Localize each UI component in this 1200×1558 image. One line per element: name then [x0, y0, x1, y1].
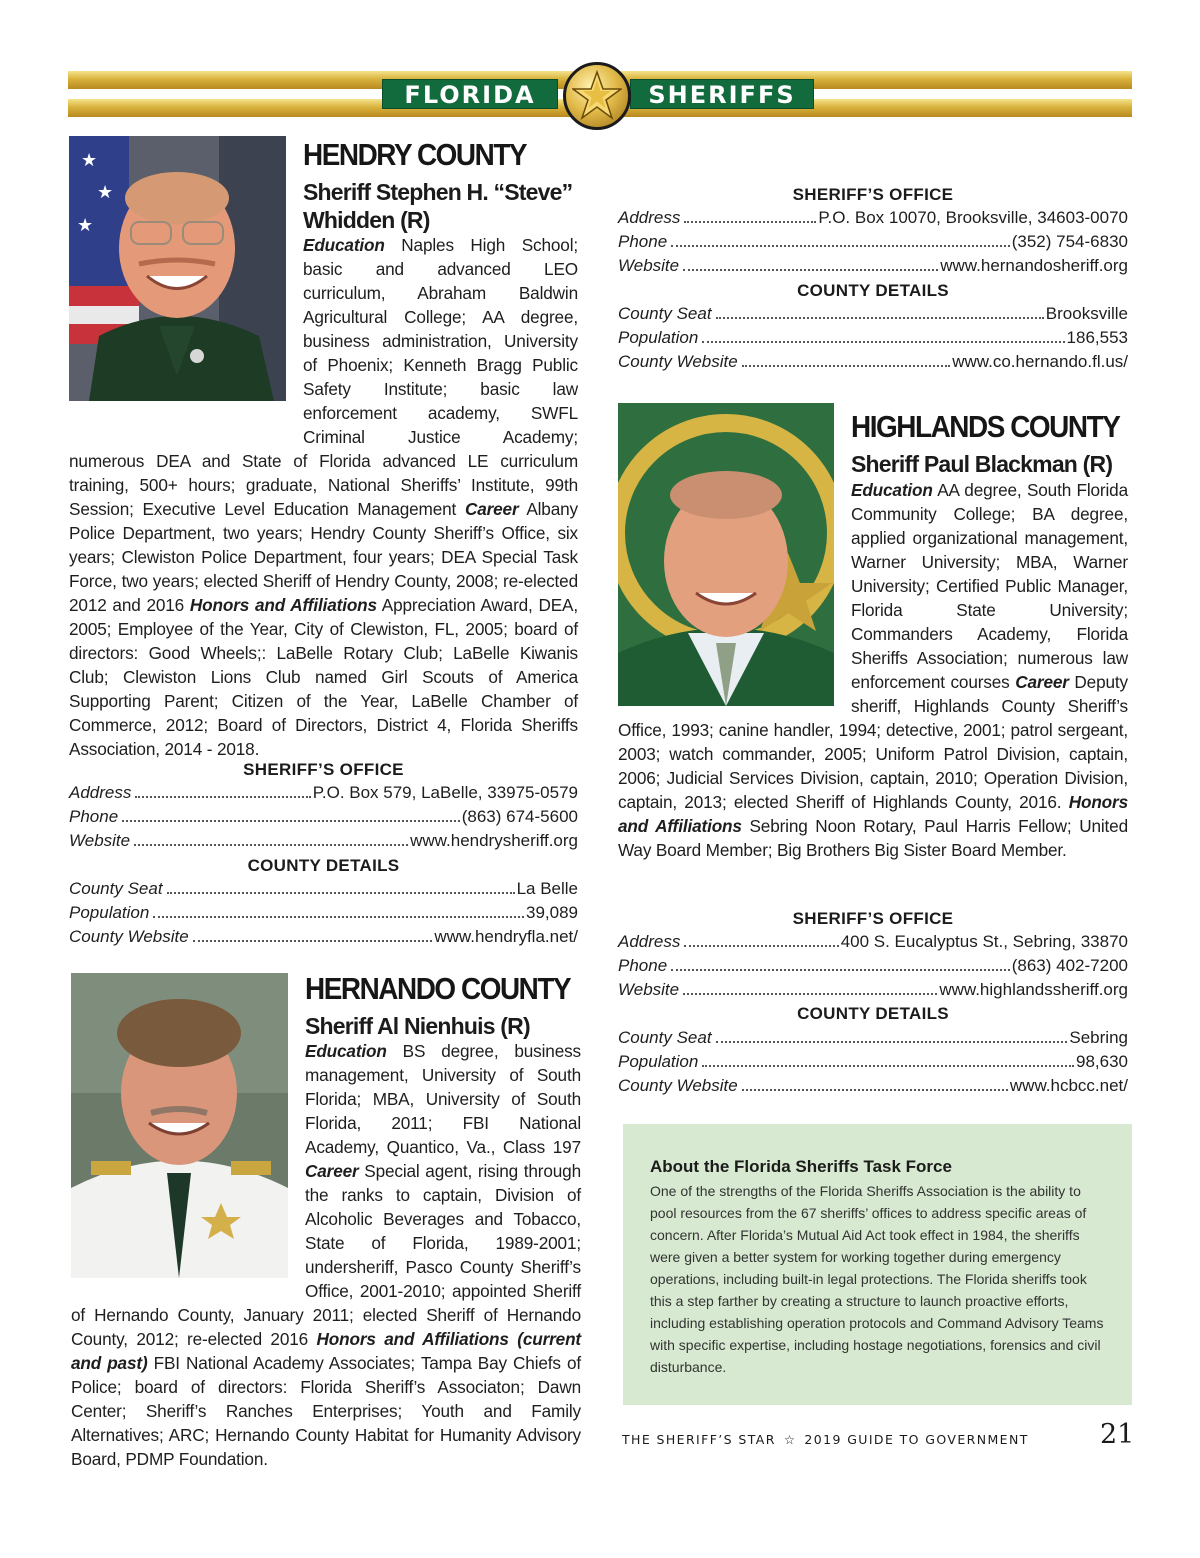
hernando-county-website-row: [618, 352, 1128, 376]
highlands-bio: [618, 478, 1128, 862]
hernando-seat-label: County Seat: [618, 304, 712, 323]
highlands-career-text: Deputy sheriff, Highlands County Sheriff’s Office, 1993; canine handler, 1994; detective, 2001; patrol sergeant, 2003; watch commander, 2005; Uniform Patrol Division, captain, 2006; Judicial Services Division, captain, 2010; Operation Division, captain, 2013; elected Sheriff of Highlands County, 2016.: [618, 672, 1128, 812]
hernando-county-website-label: County Website: [618, 352, 738, 371]
highlands-education-text: AA degree, South Florida Community College; BA degree, applied organizational management, Warner University; MBA, Warner University; Certified Public Manager, Florida State University; Commanders Academy, Florida Sheriffs Association; numerous law enforcement courses: [851, 480, 1128, 692]
footer-guide: 2019 GUIDE TO GOVERNMENT: [804, 1432, 1029, 1447]
highlands-phone-label: Phone: [618, 956, 668, 975]
highlands-website-row: [618, 980, 1128, 1004]
hendry-honors-label: Honors and Affiliations: [189, 595, 377, 615]
hernando-career-label: Career: [305, 1161, 359, 1181]
task-force-title: About the Florida Sheriffs Task Force: [650, 1157, 952, 1176]
hendry-phone-row: [69, 807, 578, 831]
svg-text:★: ★: [81, 150, 98, 170]
banner-florida-label: FLORIDA: [382, 79, 558, 109]
hernando-details-heading: COUNTY DETAILS: [797, 281, 949, 300]
hernando-website-link[interactable]: www.hernandosheriff.org: [940, 256, 1128, 275]
highlands-phone-row: [618, 956, 1128, 980]
hernando-phone-label: Phone: [618, 232, 668, 251]
hendry-website-row: [69, 831, 578, 855]
highlands-population-value: 98,630: [1076, 1052, 1128, 1071]
highlands-address-row: [618, 932, 1128, 956]
hendry-county-website-link[interactable]: www.hendryfla.net/: [434, 927, 578, 946]
task-force-body: One of the strengths of the Florida Sheriffs Association is the ability to pool resources from the 67 sheriffs’ offices to address specific areas of concern. After Florida’s Mutual Aid Act took effect in 1984, the sheriffs were given a better system for working together during emergency operations, including built-in legal protections. The Florida sheriffs took this a step farther by creating a structure to launch proactive efforts, including establishing operation protocols and Command Advisory Teams with specific expertise, including hostage negotiations, forensics and civil disturbance.: [650, 1183, 1104, 1375]
highlands-career-label: Career: [1015, 672, 1069, 692]
highlands-seat-row: [618, 1028, 1128, 1052]
hendry-education-label: Education: [303, 235, 385, 255]
hernando-address-label: Address: [618, 208, 681, 227]
hendry-population-row: [69, 903, 578, 927]
highlands-county-website-label: County Website: [618, 1076, 738, 1095]
highlands-education-label: Education: [851, 480, 933, 500]
task-force-sidebar: [623, 1124, 1132, 1405]
hendry-address-value: P.O. Box 579, LaBelle, 33975-0579: [312, 783, 578, 802]
highlands-website-link[interactable]: www.highlandssheriff.org: [939, 980, 1128, 999]
hendry-address-label: Address: [69, 783, 132, 802]
hendry-population-value: 39,089: [526, 903, 578, 922]
hendry-population-label: Population: [69, 903, 150, 922]
hernando-population-value: 186,553: [1066, 328, 1128, 347]
hendry-county-title: HENDRY COUNTY: [303, 137, 527, 172]
highlands-honors-label: Honors and Affiliations: [618, 792, 1128, 836]
highlands-county-website-row: [618, 1076, 1128, 1100]
hernando-sheriff-name: Sheriff Al Nienhuis (R): [305, 1013, 530, 1039]
highlands-seat-label: County Seat: [618, 1028, 712, 1047]
svg-text:★: ★: [97, 182, 114, 202]
hernando-phone-value: (352) 754-6830: [1011, 232, 1128, 251]
hernando-bio: [71, 1039, 581, 1471]
highlands-county-website-link[interactable]: www.hcbcc.net/: [1009, 1076, 1128, 1095]
highlands-honors-text: Sebring Noon Rotary, Paul Harris Fellow; United Way Board Member; Big Brothers Big Sister Board Member.: [618, 816, 1128, 860]
highlands-population-row: [618, 1052, 1128, 1076]
highlands-county-title: HIGHLANDS COUNTY: [851, 409, 1120, 444]
hernando-population-label: Population: [618, 328, 699, 347]
hendry-website-link[interactable]: www.hendrysheriff.org: [410, 831, 578, 850]
page-number: 21: [1100, 1419, 1135, 1450]
hendry-seat-value: La Belle: [516, 879, 578, 898]
hernando-address-value: P.O. Box 10070, Brooksville, 34603-0070: [818, 208, 1128, 227]
hernando-population-row: [618, 328, 1128, 352]
hendry-seat-label: County Seat: [69, 879, 163, 898]
hernando-seat-row: [618, 304, 1128, 328]
hendry-county-website-label: County Website: [69, 927, 189, 946]
hernando-career-text: Special agent, rising through the ranks to captain, Division of Alcoholic Beverages and Tobacco, State of Florida, 1989-2001; undersheriff, Pasco County Sheriff’s Office, 2001-2010; appointed Sheriff of Hernando County, January 2011; elected Sheriff of Hernando County, 2012; re-elected 2016: [71, 1161, 581, 1349]
footer-star-icon: ☆: [783, 1432, 797, 1447]
hendry-seat-row: [69, 879, 578, 903]
hendry-details-heading: COUNTY DETAILS: [247, 856, 400, 875]
hernando-website-label: Website: [618, 256, 680, 275]
hernando-county-website-link[interactable]: www.co.hernando.fl.us/: [952, 352, 1128, 371]
hernando-office-heading: SHERIFF’S OFFICE: [792, 185, 954, 204]
hendry-bio: [69, 233, 578, 761]
hendry-website-label: Website: [69, 831, 131, 850]
hendry-honors-text: Appreciation Award, DEA, 2005; Employee of the Year, City of Clewiston, FL, 2005; board of directors: Good Wheels;: LaBelle Rotary Club; LaBelle Kiwanis Club; Clewiston Lions Club named Girl Scouts of America Supporting Parent; Citizen of the Year, LaBelle Chamber of Commerce, 2012; Board of Directors, District 4, Florida Sheriffs Association, 2014 - 2018.: [69, 595, 578, 759]
highlands-population-label: Population: [618, 1052, 699, 1071]
highlands-seat-value: Sebring: [1069, 1028, 1128, 1047]
highlands-office-heading: SHERIFF’S OFFICE: [792, 909, 954, 928]
hernando-website-row: [618, 256, 1128, 280]
footer-publication: THE SHERIFF’S STAR: [622, 1432, 776, 1447]
hernando-education-text: BS degree, business management, University of South Florida; MBA, University of South Florida, 2011; FBI National Academy, Quantico, Va., Class 197: [305, 1041, 581, 1157]
hendry-county-website-row: [69, 927, 578, 951]
sheriff-star-badge-icon: [563, 62, 631, 130]
highlands-address-value: 400 S. Eucalyptus St., Sebring, 33870: [840, 932, 1128, 951]
highlands-phone-value: (863) 402-7200: [1011, 956, 1128, 975]
highlands-address-label: Address: [618, 932, 681, 951]
highlands-details-heading: COUNTY DETAILS: [797, 1004, 949, 1023]
highlands-website-label: Website: [618, 980, 680, 999]
hernando-county-title: HERNANDO COUNTY: [305, 971, 571, 1006]
hendry-sheriff-name-line2: Whidden (R): [303, 207, 430, 233]
hendry-education-text: Naples High School; basic and advanced LEO curriculum, Abraham Baldwin Agricultural College; AA degree, business administration, University of Phoenix; Kenneth Bragg Public Safety Institute; basic law enforcement academy, SWFL Criminal Justice Academy; numerous DEA and State of Florida advanced LE curriculum training, 500+ hours; graduate, National Sheriffs’ Institute, 99th Session; Executive Level Education Management: [69, 235, 578, 519]
hendry-career-label: Career: [464, 499, 519, 519]
banner-sheriffs-label: SHERIFFS: [630, 79, 814, 109]
hendry-office-heading: SHERIFF’S OFFICE: [243, 760, 404, 779]
hendry-career-text: Albany Police Department, two years; Hendry County Sheriff’s Office, six years; Clewiston Police Department, four years; DEA Special Task Force, two years; elected Sheriff of Hendry County, 2008; re-elected 2012 and 2016: [69, 499, 578, 615]
hernando-address-row: [618, 208, 1128, 232]
hernando-education-label: Education: [305, 1041, 387, 1061]
hendry-phone-value: (863) 674-5600: [461, 807, 578, 826]
hernando-seat-value: Brooksville: [1045, 304, 1128, 323]
hendry-phone-label: Phone: [69, 807, 119, 826]
hendry-sheriff-name: [303, 178, 583, 234]
page-footer: [622, 1432, 1029, 1447]
hernando-honors-text: FBI National Academy Associates; Tampa Bay Chiefs of Police; board of directors: Florida Sheriff’s Associaton; Dawn Center; Sheriff’s Ranches Enterprises; Youth and Family Alternatives; ARC; Hernando County Habitat for Humanity Advisory Board, PDMP Foundation.: [71, 1353, 581, 1469]
hendry-address-row: [69, 783, 578, 807]
highlands-sheriff-name: Sheriff Paul Blackman (R): [851, 451, 1113, 477]
hernando-honors-label: Honors and Affiliations (current and past): [71, 1329, 581, 1373]
hendry-sheriff-name-line1: Sheriff Stephen H. “Steve”: [303, 179, 573, 205]
svg-text:★: ★: [77, 215, 94, 235]
hernando-phone-row: [618, 232, 1128, 256]
